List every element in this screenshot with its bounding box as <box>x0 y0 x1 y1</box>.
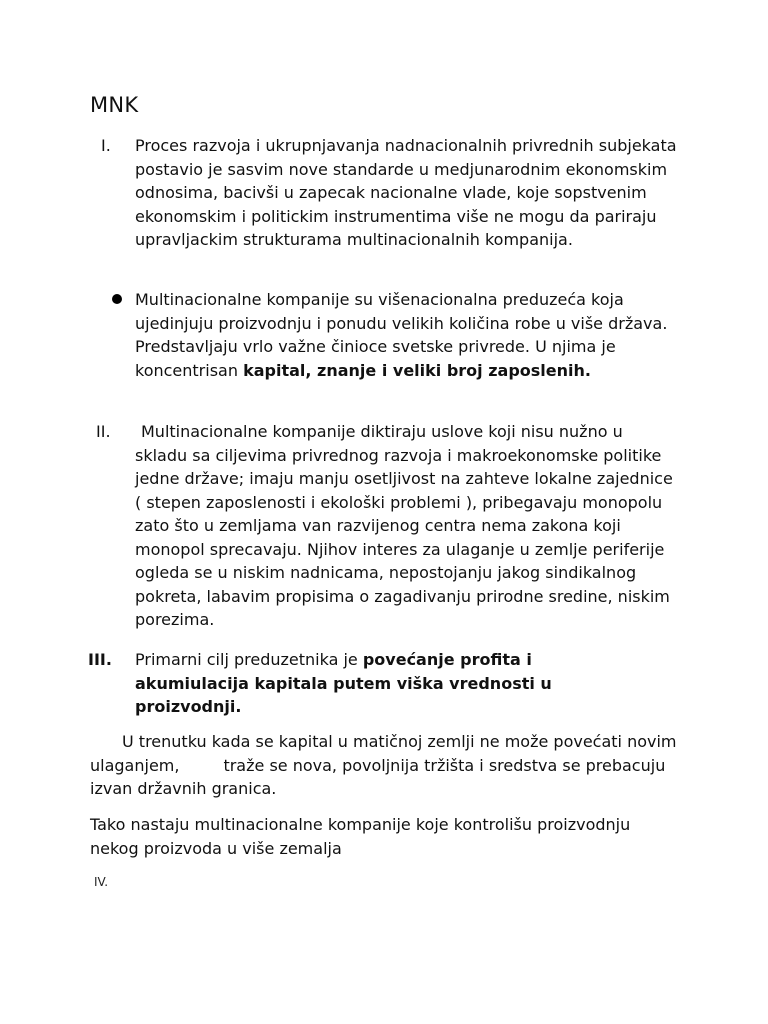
list-item-ii-text: Multinacionalne kompanije diktiraju uslove koji nisu nužno u skladu sa ciljevima privrednog razvoja i makroekonomske politike jedne države; imaju manju osetljivost na zahteve lokalne zajednice ( stepen zaposlenosti i ekološki problemi ), pribegavaju monopolu zato što u zemljama van razvijenog centra nema zakona koji monopol sprecavaju. Njihov interes za ulaganje u zemlje periferije ogleda se u niskim nadnicama, nepostojanju jakog sindikalnog pokreta, labavim propisima o zagadivanju prirodne sredine, niskim porezima. <box>135 422 673 629</box>
list-item-iii-text-bold: povećanje profita i akumiulacija kapitala putem viška vrednosti u proizvodnji. <box>135 650 552 716</box>
document-title: MNK <box>90 93 139 117</box>
list-item-iii-text <box>135 648 580 719</box>
paragraph-1-part-b: traže se nova, povoljnija tržišta i sredstva se prebacuju izvan državnih granica. <box>90 755 666 798</box>
list-marker-ii: II. <box>96 422 111 441</box>
list-marker-iii: III. <box>88 650 112 669</box>
list-marker-i: I. <box>101 136 111 155</box>
paragraph-2: Tako nastaju multinacionalne kompanije koje kontrolišu proizvodnju nekog proizvoda u više zemalja <box>90 815 631 858</box>
list-item-iii-text-normal: Primarni cilj preduzetnika je <box>135 650 363 669</box>
bullet-dot-icon <box>112 294 122 304</box>
list-marker-iv: IV. <box>94 875 109 889</box>
bullet-item-text <box>135 288 670 382</box>
paragraph-1-part-a: U trenutku kada se kapital u matičnoj zemlji ne može povećati novim ulaganjem, <box>90 732 677 775</box>
paragraph-1 <box>90 730 680 801</box>
bullet-item-text-normal: Multinacionalne kompanije su višenacionalna preduzeća koja ujedinjuju proizvodnju i ponudu velikih količina robe u više država. Predstavljaju vrlo važne činioce svetske privrede. U njima je koncentrisan <box>135 290 668 380</box>
bullet-item-text-bold: kapital, znanje i veliki broj zaposlenih. <box>243 360 591 380</box>
list-item-i-text: Proces razvoja i ukrupnjavanja nadnacionalnih privrednih subjekata postavio je sasvim nove standarde u medjunarodnim ekonomskim odnosima, bacivši u zapecak nacionalne vlade, koje sopstvenim ekonomskim i politickim instrumentima više ne mogu da pariraju upravljackim strukturama multinacionalnih kompanija. <box>135 136 677 249</box>
